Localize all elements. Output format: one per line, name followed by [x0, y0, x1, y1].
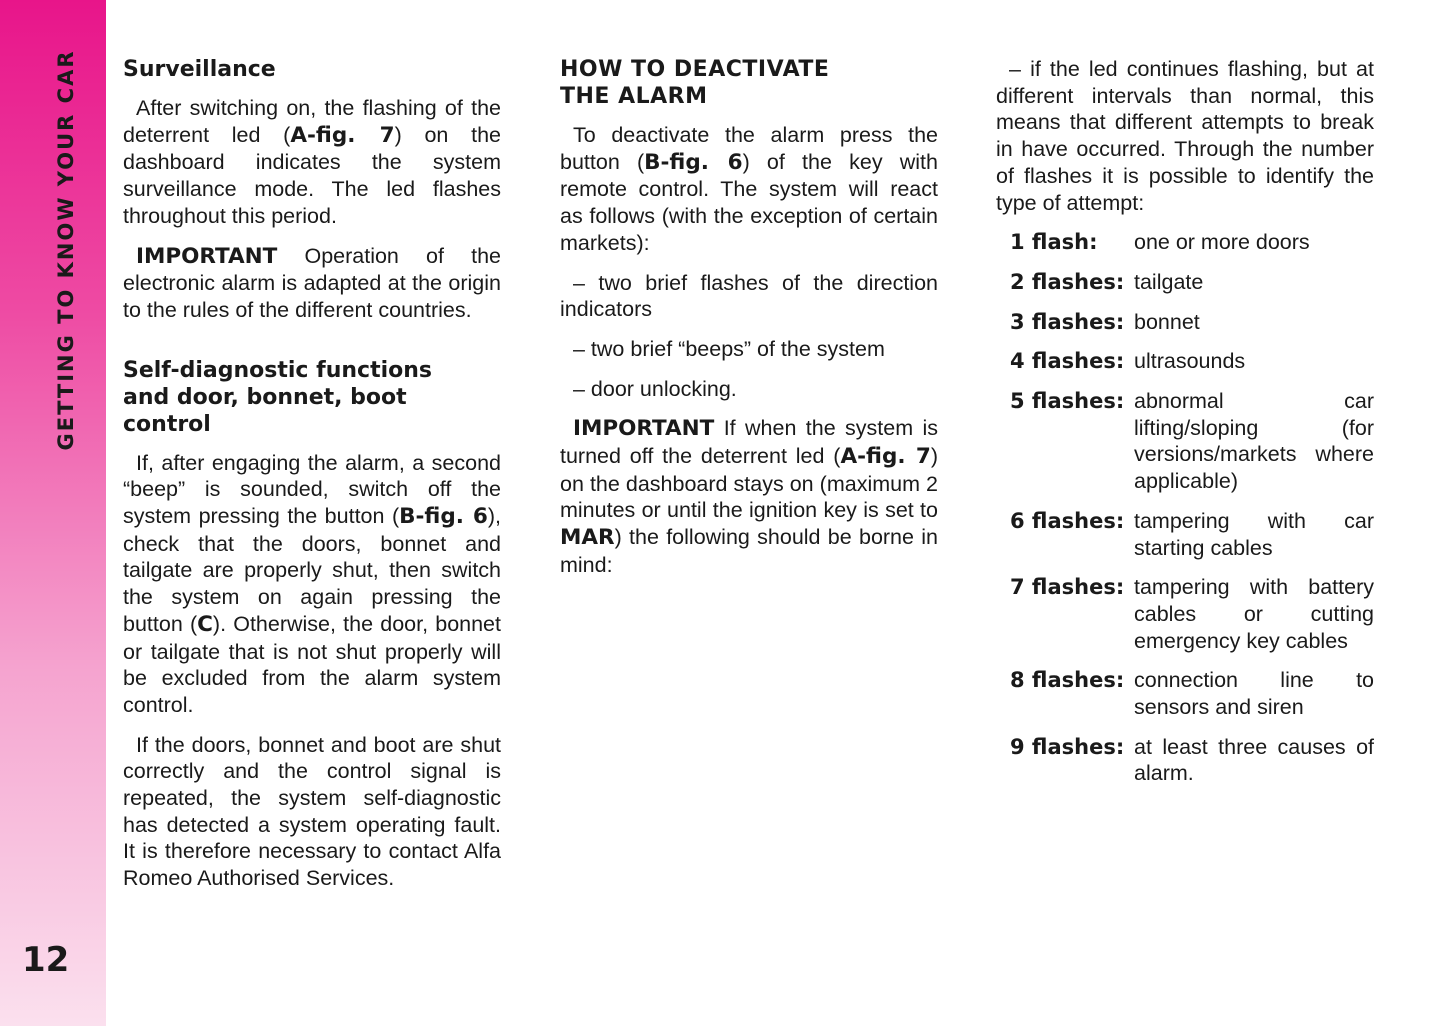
flash-code-row [996, 348, 1374, 375]
flash-description: bonnet [1134, 309, 1200, 334]
heading-self-diagnostic: Self-diagnostic functions and door, bonnet, boot control [123, 357, 432, 437]
flash-count-label: 5 flashes: [1010, 389, 1125, 414]
paragraph-deactivate: To deactivate the alarm press the button (B-fig. 6) of the key with remote control. The system will react as follows (with the exception of certain markets): [560, 123, 938, 255]
flash-count-label: 6 flashes: [1010, 508, 1125, 533]
flash-code-row [996, 574, 1374, 654]
paragraph-important-2: IMPORTANT If when the system is turned off the deterrent led (A-fig. 7) on the dashboard stays on (maximum 2 minutes or until the ignition key is set to MAR) the following should be borne in mind: [560, 416, 938, 577]
key-position-ref: MAR [560, 525, 615, 551]
heading-surveillance: Surveillance [123, 57, 276, 82]
paragraph-surveillance: After switching on, the flashing of the deterrent led (A-fig. 7) on the dashboard indicates the system surveillance mode. The led flashes throughout this period. [123, 96, 501, 228]
flash-count-label: 9 flashes: [1010, 734, 1125, 759]
flash-description: one or more doors [1134, 230, 1310, 255]
list-item: – two brief flashes of the direction indicators [560, 270, 938, 322]
flash-count-label: 2 flashes: [1010, 269, 1125, 294]
flash-code-row [996, 388, 1374, 495]
figure-ref: B-fig. 6 [399, 504, 488, 530]
flash-code-row [996, 508, 1374, 561]
flash-list [996, 229, 1374, 787]
flash-count-label: 7 flashes: [1010, 575, 1125, 600]
figure-ref: A-fig. 7 [290, 122, 395, 148]
figure-ref: B-fig. 6 [644, 149, 743, 175]
important-label: IMPORTANT [136, 243, 278, 269]
list-item: – door unlocking. [573, 376, 737, 401]
flash-code-row [996, 269, 1374, 296]
flash-code-row [996, 734, 1374, 787]
column-middle [560, 56, 938, 592]
section-title: GETTING TO KNOW YOUR CAR [54, 49, 78, 451]
list-item: – two brief “beeps” of the system [573, 336, 885, 361]
figure-ref: A-fig. 7 [840, 444, 931, 470]
flash-description: ultrasounds [1134, 349, 1246, 374]
flash-count-label: 4 flashes: [1010, 349, 1125, 374]
heading-deactivate: HOW TO DEACTIVATE THE ALARM [560, 57, 830, 109]
sidebar-band [0, 0, 106, 1026]
flash-description: tailgate [1134, 269, 1204, 294]
flash-code-row [996, 667, 1374, 720]
flash-description: tampering with battery cables or cutting emergency key cables [1134, 575, 1374, 653]
flash-count-label: 1 flash: [1010, 230, 1098, 255]
button-ref: C [197, 611, 213, 637]
flash-description: connection line to sensors and siren [1134, 668, 1374, 720]
flash-description: abnormal car lifting/sloping (for versions/markets where applicable) [1134, 389, 1374, 494]
column-left [123, 56, 501, 905]
flash-count-label: 3 flashes: [1010, 309, 1125, 334]
flash-code-row [996, 229, 1374, 256]
page-number: 12 [22, 940, 70, 980]
paragraph-self-diagnostic-1: If, after engaging the alarm, a second “beep” is sounded, switch off the system pressing the button (B-fig. 6), check that the doors, bonnet and tailgate are properly shut, then switch the system on again pressing the button (C). Otherwise, the door, bonnet or tailgate that is not shut properly will be excluded from the alarm system control. [123, 450, 502, 717]
flash-code-row [996, 309, 1374, 336]
flash-description: tampering with car starting cables [1134, 508, 1374, 560]
paragraph-flash-intro: – if the led continues flashing, but at different intervals than normal, this means that different attempts to break in have occurred. Through the number of flashes it is possible to identify the type of attempt: [996, 57, 1374, 215]
flash-description: at least three causes of alarm. [1134, 734, 1374, 786]
paragraph-important-1: IMPORTANT Operation of the electronic alarm is adapted at the origin to the rules of the different countries. [123, 243, 501, 322]
flash-count-label: 8 flashes: [1010, 668, 1125, 693]
important-label: IMPORTANT [573, 416, 715, 442]
column-right [996, 56, 1374, 800]
paragraph-self-diagnostic-2: If the doors, bonnet and boot are shut correctly and the control signal is repeated, the system self-diagnostic has detected a system operating fault. It is therefore necessary to contact Alfa Romeo Authorised Services. [123, 732, 501, 891]
